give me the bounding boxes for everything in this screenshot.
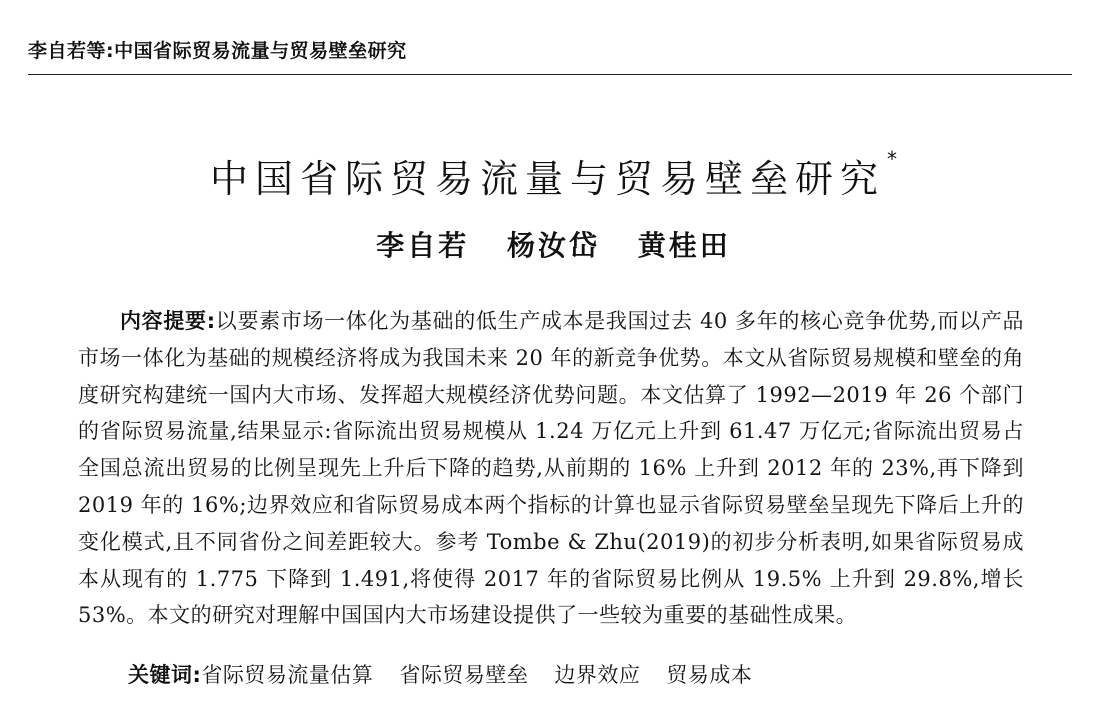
author-name: 黄桂田 (637, 229, 731, 262)
keywords (128, 657, 778, 693)
abstract (78, 303, 1024, 634)
keyword-item: 贸易成本 (666, 663, 753, 687)
keyword-item: 省际贸易流量估算 (201, 663, 374, 687)
header-divider (28, 74, 1072, 75)
author-list (0, 224, 1107, 264)
keyword-item: 省际贸易壁垒 (399, 663, 529, 687)
article-title (0, 147, 1107, 203)
abstract-label: 内容提要: (120, 309, 216, 333)
author-name: 杨汝岱 (506, 229, 600, 262)
keyword-item: 边界效应 (554, 663, 641, 687)
author-name: 李自若 (376, 229, 470, 262)
running-header: 李自若等:中国省际贸易流量与贸易壁垒研究 (28, 40, 407, 62)
article-title-text: 中国省际贸易流量与贸易壁垒研究 (209, 157, 885, 202)
keywords-label: 关键词: (128, 663, 202, 687)
title-footnote-mark: * (887, 147, 897, 172)
abstract-text: 以要素市场一体化为基础的低生产成本是我国过去 40 多年的核心竞争优势,而以产品市场一体化为基础的规模经济将成为我国未来 20 年的新竞争优势。本文从省际贸易规模和壁垒的角度研究构建统一国内大市场、发挥超大规模经济优势问题。本文估算了 1992—2019 年 26 个部门的省际贸易流量,结果显示:省际流出贸易规模从 1.24 万亿元上升到 61.47 万亿元;省际流出贸易占全国总流出贸易的比例呈现先上升后下降的趋势,从前期的 16% 上升到 2012 年的 23%,再下降到 2019 年的 16%;边界效应和省际贸易成本两个指标的计算也显示省际贸易壁垒呈现先下降后上升的变化模式,且不同省份之间差距较大。参考 Tombe & Zhu(2019)的初步分析表明,如果省际贸易成本从现有的 1.775 下降到 1.491,将使得 2017 年的省际贸易比例从 19.5% 上升到 29.8%,增长 53%。本文的研究对理解中国国内大市场建设提供了一些较为重要的基础性成果。 (78, 309, 1024, 628)
